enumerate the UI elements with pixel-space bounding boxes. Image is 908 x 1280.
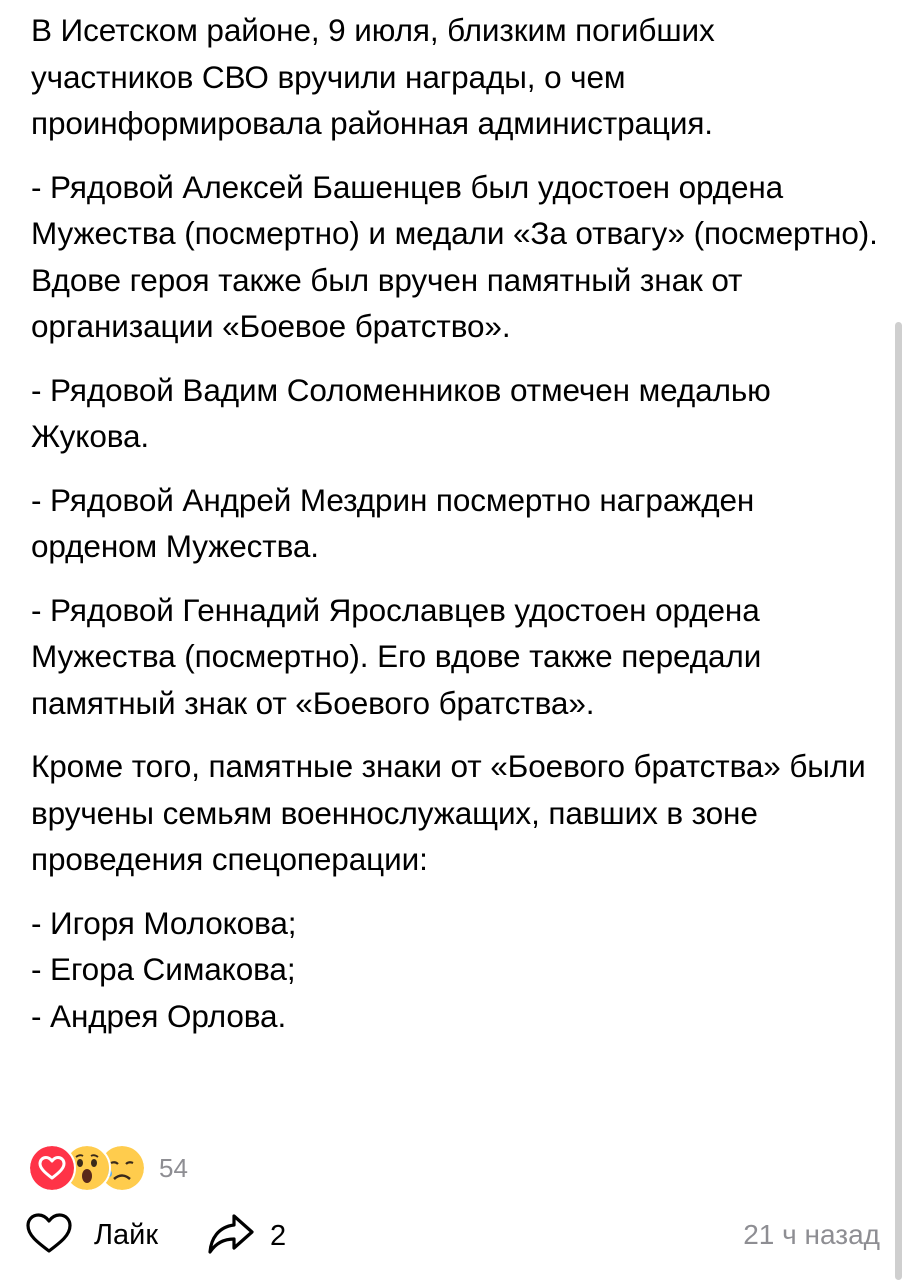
post-body [31,7,883,1039]
heart-reaction-icon [28,1144,76,1192]
post-actions [0,1205,908,1265]
heart-outline-icon [24,1211,74,1260]
reactions-count: 54 [159,1152,188,1183]
share-icon [206,1211,256,1262]
list-item: - Егора Симакова; [31,951,296,987]
like-label: Лайк [94,1219,159,1251]
reactions-bar[interactable] [28,1143,188,1193]
post-paragraph: Кроме того, памятные знаки от «Боевого братства» были вручены семьям военнослужащих, павших в зоне проведения спецоперации: [31,748,866,877]
share-count: 2 [270,1220,287,1252]
post-paragraph: В Исетском районе, 9 июля, близким погибших участников СВО вручили награды, о чем проинформировала районная администрация. [31,12,715,141]
post-paragraph: - Рядовой Андрей Мездрин посмертно награжден орденом Мужества. [31,481,755,564]
post-paragraph: - Рядовой Вадим Соломенников отмечен медалью Жукова. [31,371,771,454]
post-paragraph: - Рядовой Алексей Башенцев был удостоен ордена Мужества (посмертно) и медали «За отвагу» (посмертно). Вдове героя также был вручен памятный знак от организации «Боевое братство». [31,168,878,344]
share-button[interactable] [206,1211,286,1262]
post-paragraph: - Рядовой Геннадий Ярославцев удостоен ордена Мужества (посмертно). Его вдове также передали памятный знак от «Боевого братства». [31,591,762,721]
list-item: - Игоря Молокова; [31,904,297,941]
list-item: - Андрея Орлова. [31,997,287,1034]
post-timestamp: 21 ч назад [743,1219,880,1250]
like-button[interactable] [24,1211,158,1260]
scrollbar[interactable] [895,322,902,1280]
